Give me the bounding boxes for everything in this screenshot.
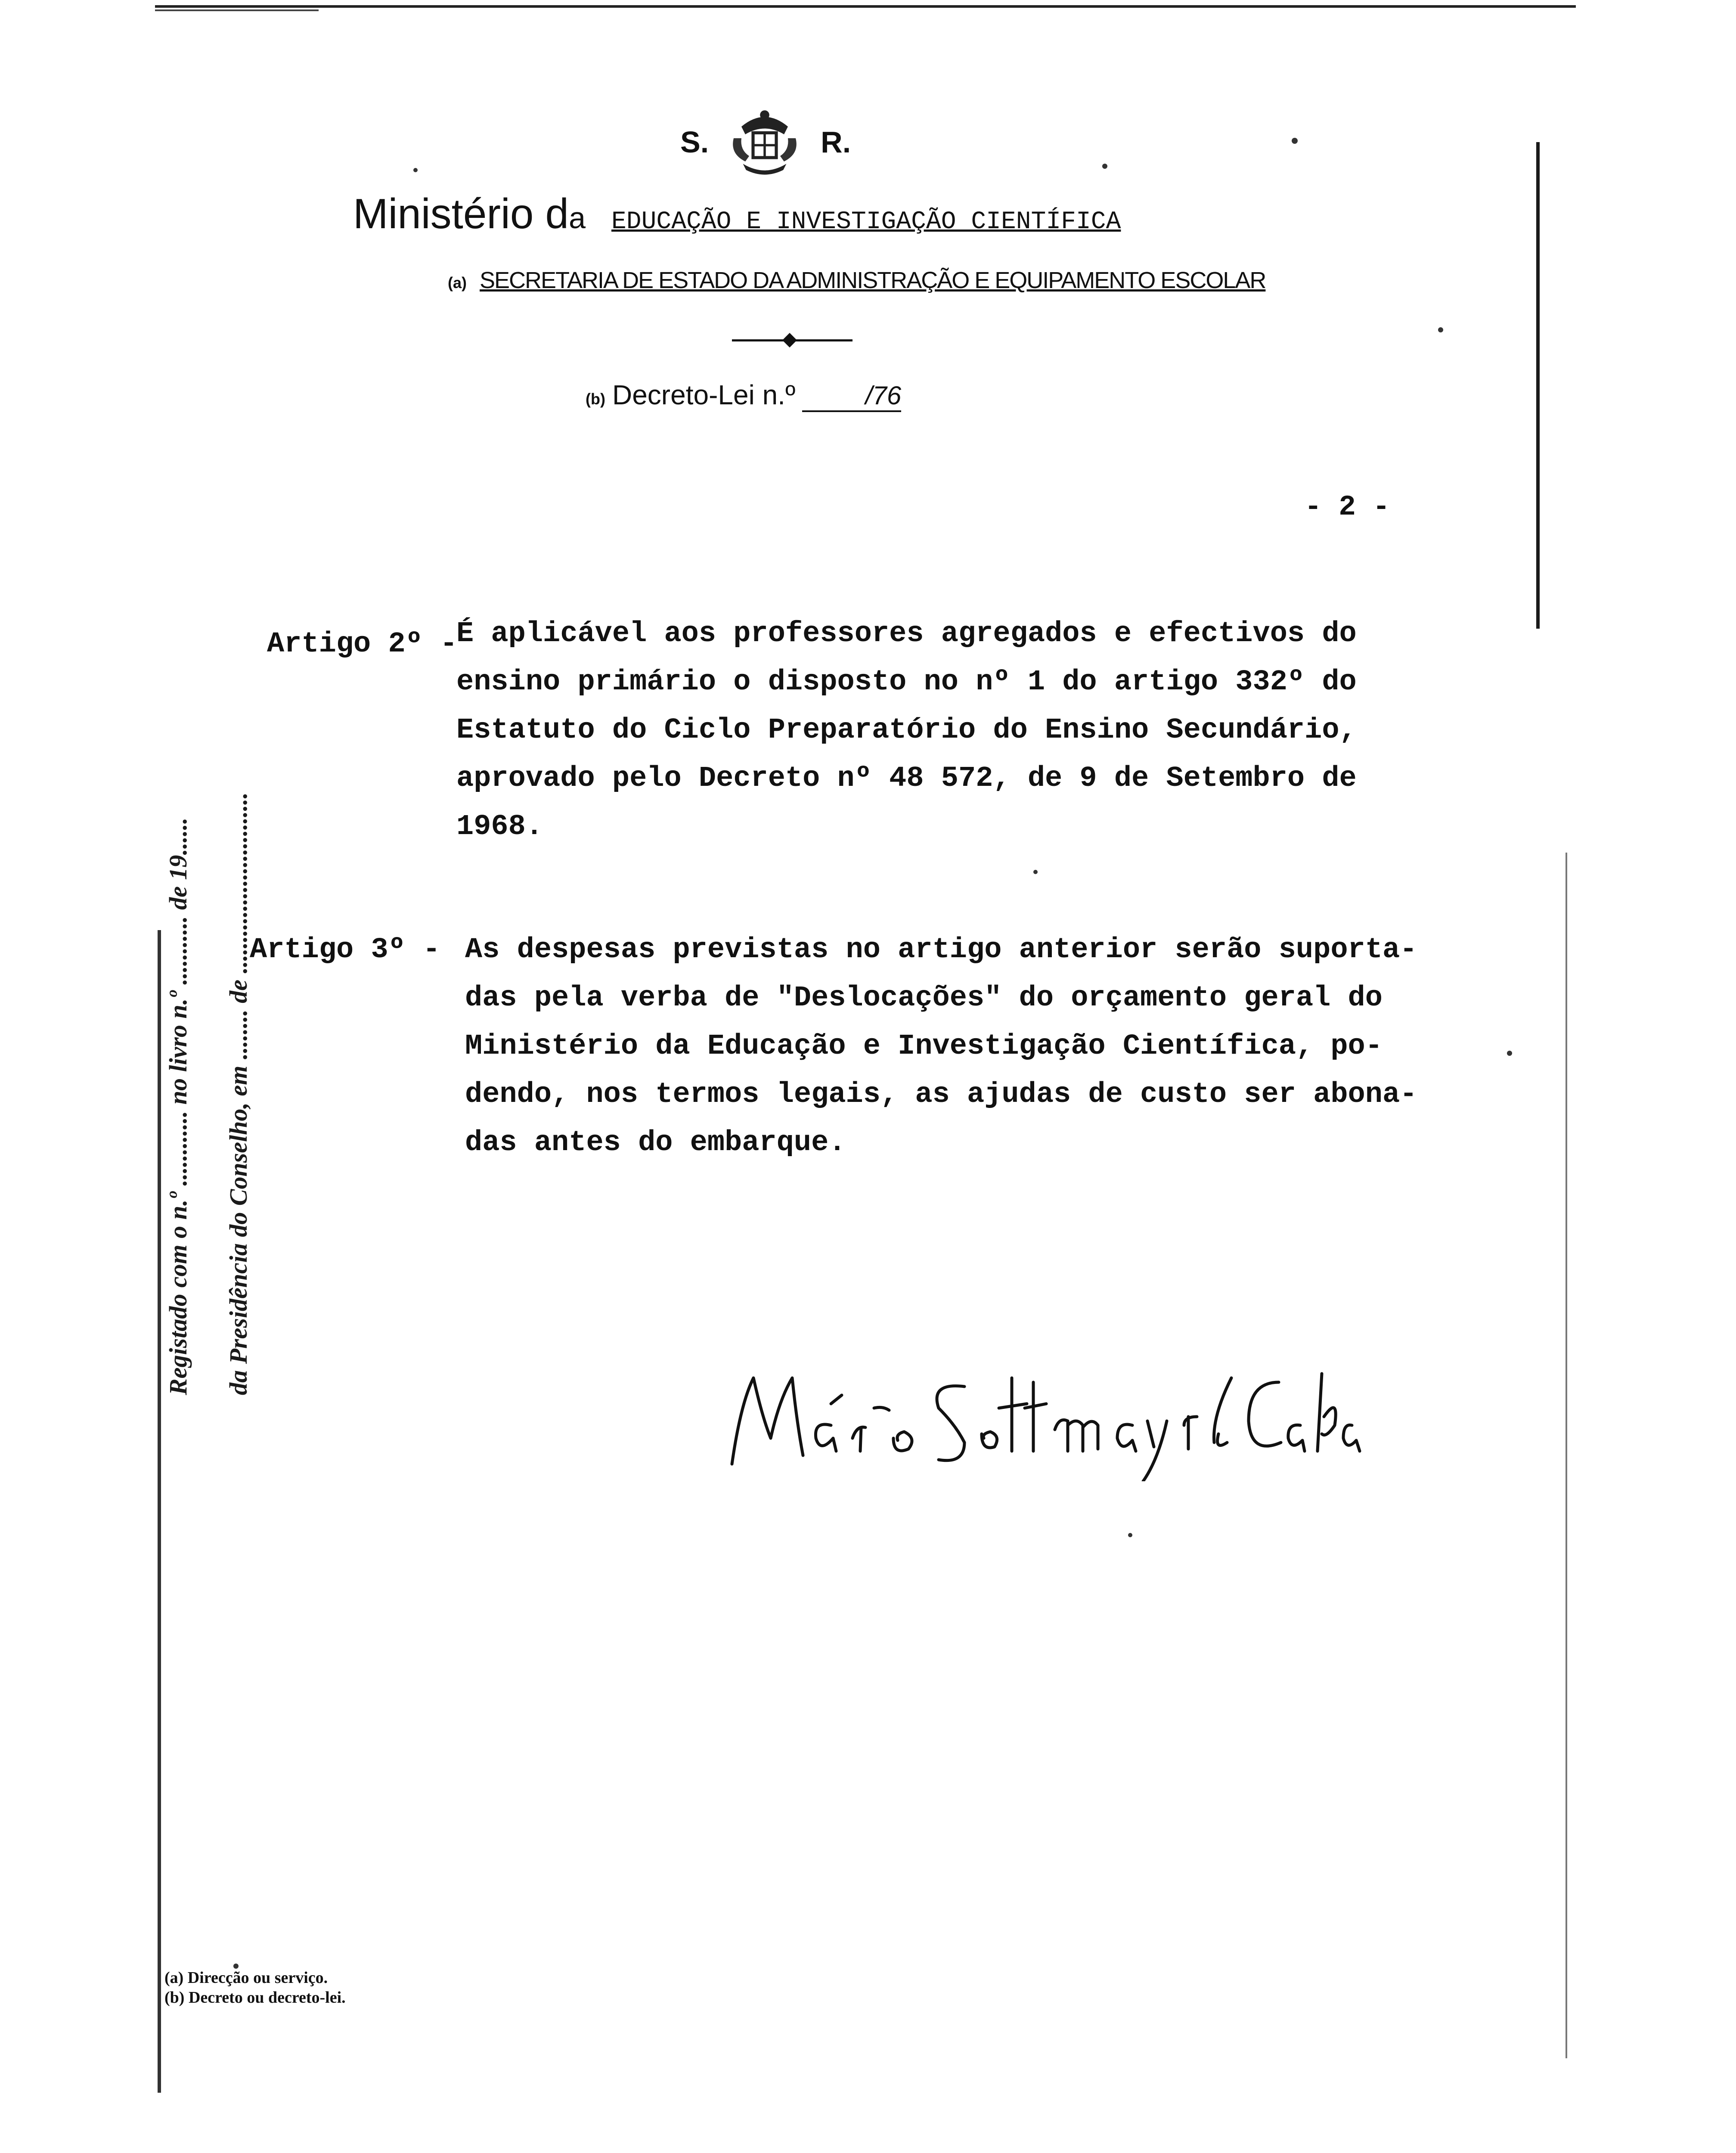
scan-speck <box>1507 1051 1512 1056</box>
margin-registration-text: Registado com o n.º ............ no livro n.º ........... de 19...... <box>164 817 192 1395</box>
article-line: Estatuto do Ciclo Preparatório do Ensino Secundário, <box>456 714 1357 747</box>
right-border-line-lower <box>1566 853 1567 2058</box>
secretaria-line <box>448 267 1265 294</box>
scan-speck <box>1102 164 1107 169</box>
header-letter-r: R. <box>821 125 851 159</box>
article-line: das pela verba de "Deslocações" do orçamento geral do <box>465 982 1383 1014</box>
decreto-line <box>586 379 901 412</box>
left-margin-line <box>158 930 161 2093</box>
article-line: das antes do embarque. <box>465 1126 846 1159</box>
page-number: - 2 - <box>1305 491 1390 523</box>
ministry-name: EDUCAÇÃO E INVESTIGAÇÃO CIENTÍFICA <box>611 208 1121 236</box>
article-line: ensino primário o disposto no nº 1 do artigo 332º do <box>456 666 1357 698</box>
ministry-line <box>353 189 1121 238</box>
handwritten-signature <box>723 1352 1369 1481</box>
footnote-b: (b) Decreto ou decreto-lei. <box>164 1989 346 2007</box>
article-line: aprovado pelo Decreto nº 48 572, de 9 de Setembro de <box>456 762 1357 795</box>
article-label: Artigo 3º - <box>250 934 440 966</box>
secretaria-label: (a) <box>448 274 467 292</box>
article-body <box>465 926 1417 1167</box>
header-letter-s: S. <box>680 125 709 159</box>
secretaria-value: SECRETARIA DE ESTADO DA ADMINISTRAÇÃO E EQUIPAMENTO ESCOLAR <box>480 267 1266 293</box>
header-divider-ornament <box>782 333 797 347</box>
article-line: Ministério da Educação e Investigação Científica, po- <box>465 1030 1383 1063</box>
header-seal-row <box>680 99 921 185</box>
decreto-text: Decreto-Lei n.º <box>612 379 796 410</box>
scan-speck <box>1128 1533 1132 1537</box>
decreto-label: (b) <box>586 390 605 408</box>
scan-speck <box>1033 870 1038 874</box>
margin-council-text: da Presidência do Conselho, em ........ de ............................. <box>224 792 252 1395</box>
article-line: dendo, nos termos legais, as ajudas de custo ser abona- <box>465 1078 1417 1111</box>
article-line: As despesas previstas no artigo anterior serão suporta- <box>465 934 1417 966</box>
top-border-line <box>155 5 1576 8</box>
scan-speck <box>413 168 418 172</box>
right-border-line <box>1536 142 1540 629</box>
footnote-a: (a) Direcção ou serviço. <box>164 1969 328 1987</box>
top-border-line-secondary <box>155 9 319 11</box>
decreto-number: /76 <box>802 381 901 412</box>
article-label: Artigo 2º - <box>267 628 458 661</box>
scan-speck <box>233 1964 239 1969</box>
article-line: 1968. <box>456 810 543 843</box>
scan-speck <box>1438 327 1443 332</box>
coat-of-arms-seal-icon <box>726 103 803 181</box>
scan-speck <box>1292 138 1298 144</box>
ministry-suffix: a <box>569 201 586 235</box>
article-line: É aplicável aos professores agregados e efectivos do <box>456 617 1357 650</box>
article-body <box>456 610 1357 851</box>
ministry-prefix: Ministério d <box>353 190 569 237</box>
footnotes <box>164 1968 346 2007</box>
